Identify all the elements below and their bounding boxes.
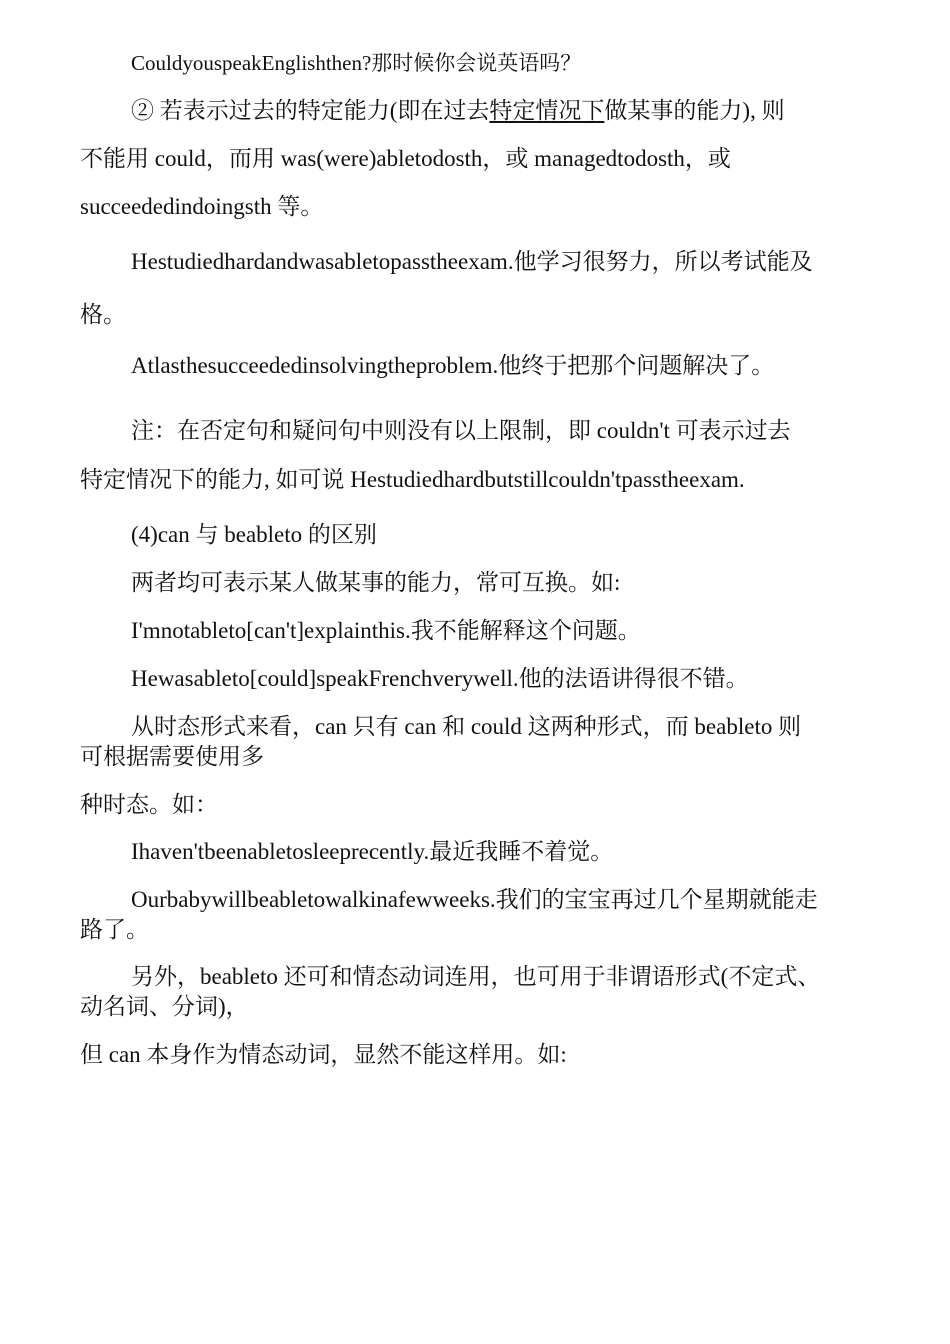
section-heading: (4)can 与 beableto 的区别	[131, 522, 377, 547]
paragraph-line: 从时态形式来看，can 只有 can 和 could 这两种形式，而 beableto 则	[131, 714, 802, 739]
paragraph-line: 特定情况下的能力, 如可说 Hestudiedhardbutstillcouldn'tpasstheexam.	[80, 467, 745, 492]
paragraph-line: I'mnotableto[can't]explainthis.我不能解释这个问题。	[131, 618, 641, 643]
paragraph-line: Ihaven'tbeenabletosleeprecently.最近我睡不着觉。	[131, 839, 614, 864]
paragraph-line: 动名词、分词)，	[80, 994, 249, 1019]
paragraph-line	[131, 96, 882, 126]
paragraph-line: Ourbabywillbeabletowalkinafewweeks.我们的宝宝再过几个星期就能走	[131, 887, 818, 912]
paragraph-line: Hewasableto[could]speakFrenchverywell.他的法语讲得很不错。	[131, 666, 749, 691]
paragraph-line: 可根据需要使用多	[80, 744, 264, 769]
paragraph-line: Atlasthesucceededinsolvingtheproblem.他终于把那个问题解决了。	[131, 353, 775, 378]
paragraph-line: CouldyouspeakEnglishthen?那时候你会说英语吗？	[131, 51, 582, 75]
paragraph-line: 另外，beableto 还可和情态动词连用，也可用于非谓语形式(不定式、	[131, 964, 821, 989]
paragraph-line: 不能用 could，而用 was(were)abletodosth，或 managedtodosth，或	[80, 146, 731, 171]
text-span: ② 若表示过去的特定能力(即在过去	[131, 98, 490, 123]
paragraph-line: succeededindoingsth 等。	[80, 194, 324, 219]
paragraph-line: 路了。	[80, 917, 149, 942]
paragraph-line: 格。	[80, 302, 126, 327]
paragraph-line: Hestudiedhardandwasabletopasstheexam.他学习很努力，所以考试能及	[131, 249, 813, 274]
paragraph-line: 但 can 本身作为情态动词，显然不能这样用。如:	[80, 1042, 567, 1067]
paragraph-line: 种时态。如：	[80, 792, 218, 817]
paragraph-line: 两者均可表示某人做某事的能力，常可互换。如:	[131, 570, 621, 595]
underlined-text: 特定情况下	[489, 98, 605, 123]
paragraph-line: 注：在否定句和疑问句中则没有以上限制，即 couldn't 可表示过去	[131, 418, 791, 443]
text-span: 做某事的能力), 则	[604, 98, 785, 123]
